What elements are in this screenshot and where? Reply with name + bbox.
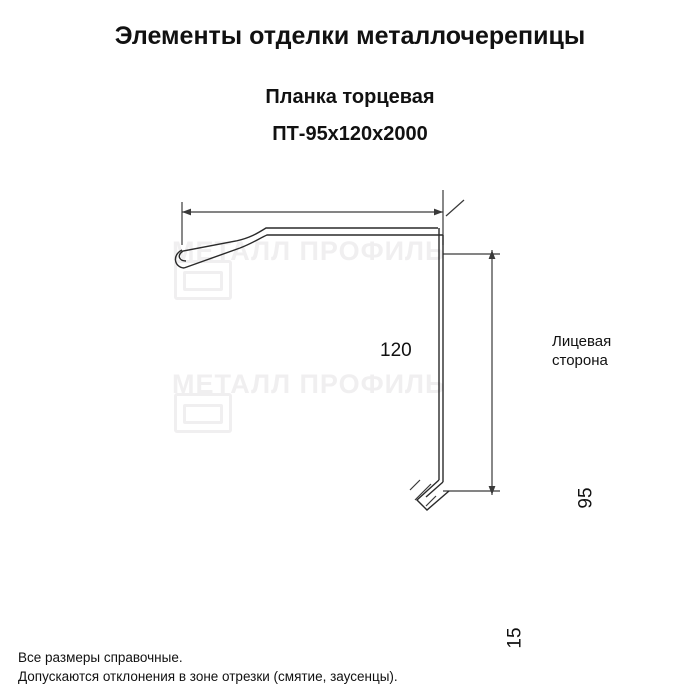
page-title: Элементы отделки металлочерепицы: [114, 22, 586, 50]
footnote-line-2: Допускаются отклонения в зоне отрезки (смятие, заусенцы).: [18, 669, 398, 684]
dimension-label-height: 95: [576, 483, 598, 512]
profile-inner-edge: [184, 235, 443, 268]
dimension-label-width: 120: [376, 340, 416, 362]
dimension-label-lip: 15: [505, 623, 527, 652]
face-side-line2: сторона: [552, 352, 608, 369]
face-side-line1: Лицевая: [552, 333, 612, 350]
arrow-right: [434, 209, 443, 216]
technical-drawing: [90, 150, 630, 649]
watermark-text: МЕТАЛЛ ПРОФИЛЬ: [172, 236, 446, 266]
arrow-left: [182, 209, 191, 216]
ext-line-lip-a: [410, 480, 420, 490]
ext-line-lip-b: [426, 496, 436, 506]
footnote-line-1: Все размеры справочные.: [18, 650, 183, 665]
drawing-svg: [90, 150, 630, 550]
product-code: ПТ-95х120х2000: [272, 123, 428, 145]
profile-bottom-lip: [417, 480, 449, 510]
footnotes: [18, 648, 398, 686]
product-name: Планка торцевая: [265, 86, 435, 108]
face-side-annotation: [552, 332, 611, 370]
watermark-text: МЕТАЛЛ ПРОФИЛЬ: [172, 369, 446, 399]
leader-line-face: [446, 200, 464, 216]
dim-line-lip: [415, 484, 431, 500]
